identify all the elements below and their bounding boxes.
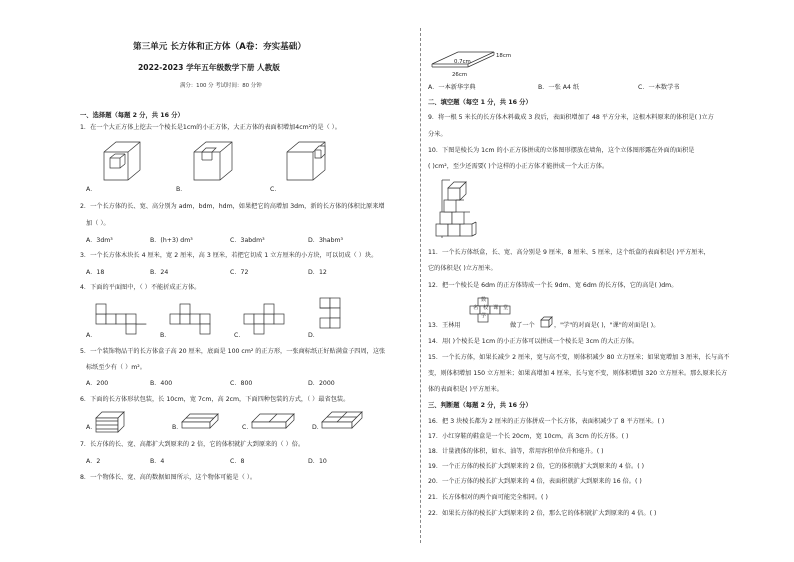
q7-option-a[interactable]: A．2: [86, 458, 101, 465]
q4-net-a: [94, 302, 150, 334]
q6-option-c[interactable]: C．: [242, 424, 253, 431]
question-6: 6．下面的长方体形状包装，长 10cm，宽 7cm，高 2cm，下面四种包装的方式，（ ）最省包装。: [80, 396, 350, 403]
question-13-end: ，"学"的对面是( )，"课"的对面是( )。: [554, 322, 660, 329]
q6-package-a: [94, 410, 126, 434]
question-9-line2: 分米。: [428, 131, 447, 138]
q8-option-c[interactable]: C．一本数学书: [638, 84, 680, 91]
question-14: 14．用( )个棱长是 1cm 的小正方体可以拼成一个棱长是 3cm 的大正方体。: [428, 338, 639, 345]
question-13-start: 13．王林用: [428, 322, 461, 329]
question-15-line3: 体的表面积是( )平方厘米。: [428, 386, 503, 393]
question-11-line1: 11．一个长方体纸盒，长、宽、高分别是 9 厘米，8 厘米、5 厘米，这个纸盒的表面积是( )平方厘米，: [428, 249, 710, 256]
q2-option-c[interactable]: C．3abdm³: [230, 237, 265, 244]
section-fill-heading: 二、填空题（每空 1 分，共 16 分）: [428, 99, 532, 106]
q7-option-d[interactable]: D．10: [308, 458, 327, 465]
q4-option-c[interactable]: C．: [234, 332, 245, 339]
q13-cube-icon: [540, 316, 554, 328]
question-11-line2: 它的体积是( )立方厘米。: [428, 265, 497, 272]
figure-dim-width: 18cm: [496, 53, 512, 59]
q7-option-c[interactable]: C．8: [230, 458, 245, 465]
q1-figure-c: [285, 138, 327, 182]
q6-option-d[interactable]: D．: [312, 424, 323, 431]
q5-option-b[interactable]: B．400: [150, 380, 173, 387]
q4-option-d[interactable]: D．: [308, 332, 319, 339]
section-judge-heading: 三、判断题（每题 2 分，共 16 分）: [428, 402, 532, 409]
q3-option-d[interactable]: D．12: [308, 269, 327, 276]
question-15-line2: 变，则体积增加 150 立方厘米；如果高增加 4 厘米，长与宽不变，则体积增加 320 立方厘米。那么原来长方: [428, 370, 728, 377]
q4-option-a[interactable]: A．: [86, 332, 97, 339]
question-5-line2: 标纸至少有（ ）m²。: [86, 364, 146, 371]
q4-net-c: [242, 302, 292, 334]
q6-package-b: [180, 412, 220, 432]
net-cell-ming: 名: [473, 305, 479, 311]
q1-option-a[interactable]: A．: [86, 186, 97, 193]
question-10-line1: 10．下图是棱长为 1cm 的小正方体拼成的立体图形摆放在墙角，这个立体图形露在外面的面积是: [428, 147, 695, 154]
question-21: 21．长方体相对的两个面可能完全相同。( ): [428, 494, 548, 501]
figure-dim-thickness: 0.7cm: [454, 59, 471, 65]
worksheet-title: 第三单元 长方体和正方体（A卷：夯实基础）: [133, 42, 306, 52]
q1-option-b[interactable]: B．: [176, 186, 187, 193]
figure-dim-length: 26cm: [452, 72, 468, 78]
question-5-line1: 5．一个装饰物品干的长方体盒子高 20 厘米，底面是 100 cm² 的正方形，一张商标纸正好贴满盒子四周，这张: [80, 348, 386, 355]
q5-option-a[interactable]: A．200: [86, 380, 109, 387]
q4-option-b[interactable]: B．: [160, 332, 171, 339]
q8-option-b[interactable]: B．一张 A4 纸: [538, 84, 580, 91]
question-17: 17．小红穿鞋的鞋盒是一个长 20cm，宽 10cm，高 3cm 的长方体。( ): [428, 433, 629, 440]
question-15-line1: 15．一个长方体，如果长减少 2 厘米，宽与高不变，则体积减少 80 立方厘米；如果宽增加 3 厘米，长与高不: [428, 354, 730, 361]
section-choice-heading: 一、选择题（每题 2 分，共 16 分）: [80, 112, 184, 119]
question-4: 4．下面的平面图中，（ ）不能折成正方体。: [80, 284, 201, 291]
question-10-line2: ( )cm²，至少还需要( )个这样的小正方体才能拼成一个大正方体。: [428, 163, 609, 170]
q2-option-b[interactable]: B．(h+3) dm³: [150, 237, 193, 244]
q2-option-a[interactable]: A．3dm³: [86, 237, 113, 244]
q6-option-b[interactable]: B．: [172, 424, 183, 431]
question-3: 3．一个长方体木块长 4 厘米，宽 2 厘米，高 3 厘米，若把它切成 1 立方厘米的小方块，可以切成（ ）块。: [80, 252, 378, 259]
q1-figure-b: [192, 138, 234, 182]
question-7: 7．长方体的长、宽、高都扩大到原来的 2 倍，它的体积就扩大到原来的（ ）倍。: [80, 441, 305, 448]
question-2-line1: 2．一个长方体的长、宽、高分别为 adm，bdm，hdm，如果把它的高增加 3dm，新的长方体的体积比原来增: [80, 203, 385, 210]
question-1: 1．在一个大正方体上挖去一个棱长是1cm的小正方体，大正方体的表面积增加4cm²的是（ ）。: [80, 124, 341, 131]
q5-option-c[interactable]: C．800: [230, 380, 253, 387]
question-22: 22．如果长方体的棱长扩大到原来的 2 倍，那么它的体积就扩大到原来的 4 倍。( ): [428, 510, 657, 517]
q1-option-c[interactable]: C．: [270, 186, 281, 193]
net-cell-shu: 数: [481, 297, 487, 303]
net-cell-ke: 课: [493, 305, 499, 311]
net-cell-xiao: 校: [483, 305, 489, 311]
q8-option-a[interactable]: A．一本新华字典: [428, 84, 476, 91]
question-19: 19．一个正方体的棱长扩大到原来的 2 倍，它的体积就扩大到原来的 4 倍。( ): [428, 463, 645, 470]
question-9-line1: 9．将一根 5 米长的长方体木料截成 3 段后，表面积增加了 48 平方分米，这根木料原来的体积是( )立方: [428, 114, 714, 121]
question-2-line2: 加（ ）。: [86, 220, 110, 227]
q4-net-d: [318, 296, 348, 336]
question-16: 16．把 3 块棱长都为 2 厘米的正方体拼成一个长方体，表面积减少了 8 平方厘米。( ): [428, 418, 665, 425]
q2-option-d[interactable]: D．3habm³: [308, 237, 344, 244]
q10-stacked-cubes-figure: [434, 178, 478, 244]
exam-meta: 满分：100 分 考试时间：80 分钟: [180, 83, 262, 89]
question-13-mid: 做了一个: [510, 322, 535, 329]
question-12: 12．把一个棱长是 6dm 的正方体铸成一个长 9dm、宽 6dm 的长方体，它的高是( )dm。: [428, 282, 678, 289]
q7-option-b[interactable]: B．4: [150, 458, 165, 465]
net-cell-tang: 堂: [503, 305, 509, 311]
q1-figure-a: [102, 138, 142, 182]
q6-option-a[interactable]: A．: [86, 424, 97, 431]
q5-option-d[interactable]: D．2000: [308, 380, 335, 387]
net-cell-xue: 学: [481, 313, 487, 319]
q3-option-b[interactable]: B．24: [150, 269, 169, 276]
q3-option-c[interactable]: C．72: [230, 269, 249, 276]
question-18: 18．计量液体的体积，如水、油等，常用容积单位升和毫升。( ): [428, 448, 604, 455]
worksheet-subtitle: 2022-2023 学年五年级数学下册 人教版: [138, 63, 280, 72]
q4-net-b: [168, 302, 218, 334]
q6-package-d: [320, 410, 364, 432]
column-divider: [420, 28, 421, 543]
question-8: 8．一个物体长、宽、高的数据如图所示，这个物体可能是（ ）。: [80, 474, 257, 481]
q3-option-a[interactable]: A．18: [86, 269, 105, 276]
question-20: 20．一个正方体的棱长扩大到原来的 4 倍，表面积就扩大到原来的 16 倍。( ): [428, 478, 642, 485]
q6-package-c: [250, 412, 296, 432]
